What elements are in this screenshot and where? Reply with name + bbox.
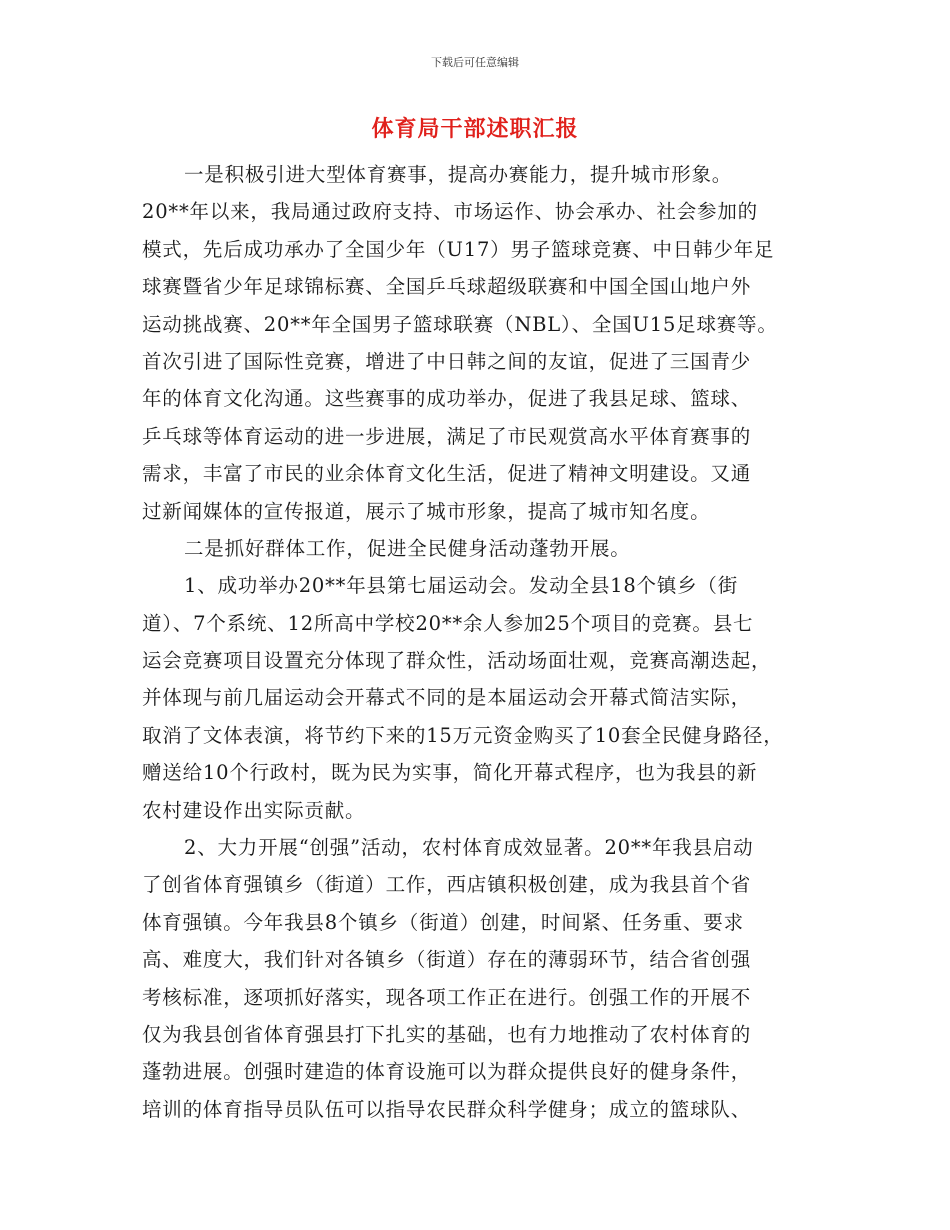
- text-line: 年的体育文化沟通。这些赛事的成功举办，促进了我县足球、篮球、: [142, 387, 752, 411]
- text-line: 二是抓好群体工作，促进全民健身活动蓬勃开展。: [184, 536, 631, 560]
- text-line: 需求，丰富了市民的业余体育文化生活，促进了精神文明建设。又通: [142, 462, 752, 486]
- text-line: 运动挑战赛、20**年全国男子篮球联赛（NBL）、全国U15足球赛等。: [142, 312, 778, 336]
- document-body: [142, 156, 832, 1128]
- text-line: 并体现与前几届运动会开幕式不同的是本届运动会开幕式简洁实际，: [142, 686, 752, 710]
- text-line: 农村建设作出实际贡献。: [142, 798, 366, 822]
- document-title: 体育局干部述职汇报: [371, 117, 579, 142]
- text-line: 蓬勃进展。创强时建造的体育设施可以为群众提供良好的健身条件，: [142, 1060, 752, 1084]
- text-line: 培训的体育指导员队伍可以指导农民群众科学健身；成立的篮球队、: [142, 1097, 752, 1121]
- text-line: 体育强镇。今年我县8个镇乡（街道）创建，时间紧、任务重、要求: [142, 910, 744, 934]
- text-line: 1、成功举办20**年县第七届运动会。发动全县18个镇乡（街: [184, 574, 739, 598]
- text-line: 赠送给10个行政村，既为民为实事，简化开幕式程序，也为我县的新: [142, 761, 758, 785]
- text-line: 取消了文体表演，将节约下来的15万元资金购买了10套全民健身路径，: [142, 723, 784, 747]
- text-line: 仅为我县创省体育强县打下扎实的基础，也有力地推动了农村体育的: [142, 1022, 752, 1046]
- text-line: 运会竞赛项目设置充分体现了群众性，活动场面壮观，竞赛高潮迭起，: [142, 649, 772, 673]
- text-line: 考核标准，逐项抓好落实，现各项工作正在进行。创强工作的开展不: [142, 985, 752, 1009]
- text-line: 过新闻媒体的宣传报道，展示了城市形象，提高了城市知名度。: [142, 499, 711, 523]
- text-line: 道）、7个系统、12所高中学校20**余人参加25个项目的竞赛。县七: [142, 611, 754, 635]
- text-line: 首次引进了国际性竞赛，增进了中日韩之间的友谊，促进了三国青少: [142, 349, 752, 373]
- text-line: 了创省体育强镇乡（街道）工作，西店镇积极创建，成为我县首个省: [142, 873, 752, 897]
- text-line: 乒乓球等体育运动的进一步进展，满足了市民观赏高水平体育赛事的: [142, 424, 752, 448]
- text-line: 20**年以来，我局通过政府支持、市场运作、协会承办、社会参加的: [142, 200, 758, 224]
- text-line: 球赛暨省少年足球锦标赛、全国乒乓球超级联赛和中国全国山地户外: [142, 275, 752, 299]
- text-line: 2、大力开展“创强”活动，农村体育成效显著。20**年我县启动: [184, 836, 754, 860]
- header-note: 下载后可任意编辑: [431, 56, 519, 69]
- text-line: 高、难度大，我们针对各镇乡（街道）存在的薄弱环节，结合省创强: [142, 948, 752, 972]
- text-line: 一是积极引进大型体育赛事，提高办赛能力，提升城市形象。: [184, 163, 733, 186]
- text-line: 模式，先后成功承办了全国少年（U17）男子篮球竞赛、中日韩少年足: [142, 237, 775, 261]
